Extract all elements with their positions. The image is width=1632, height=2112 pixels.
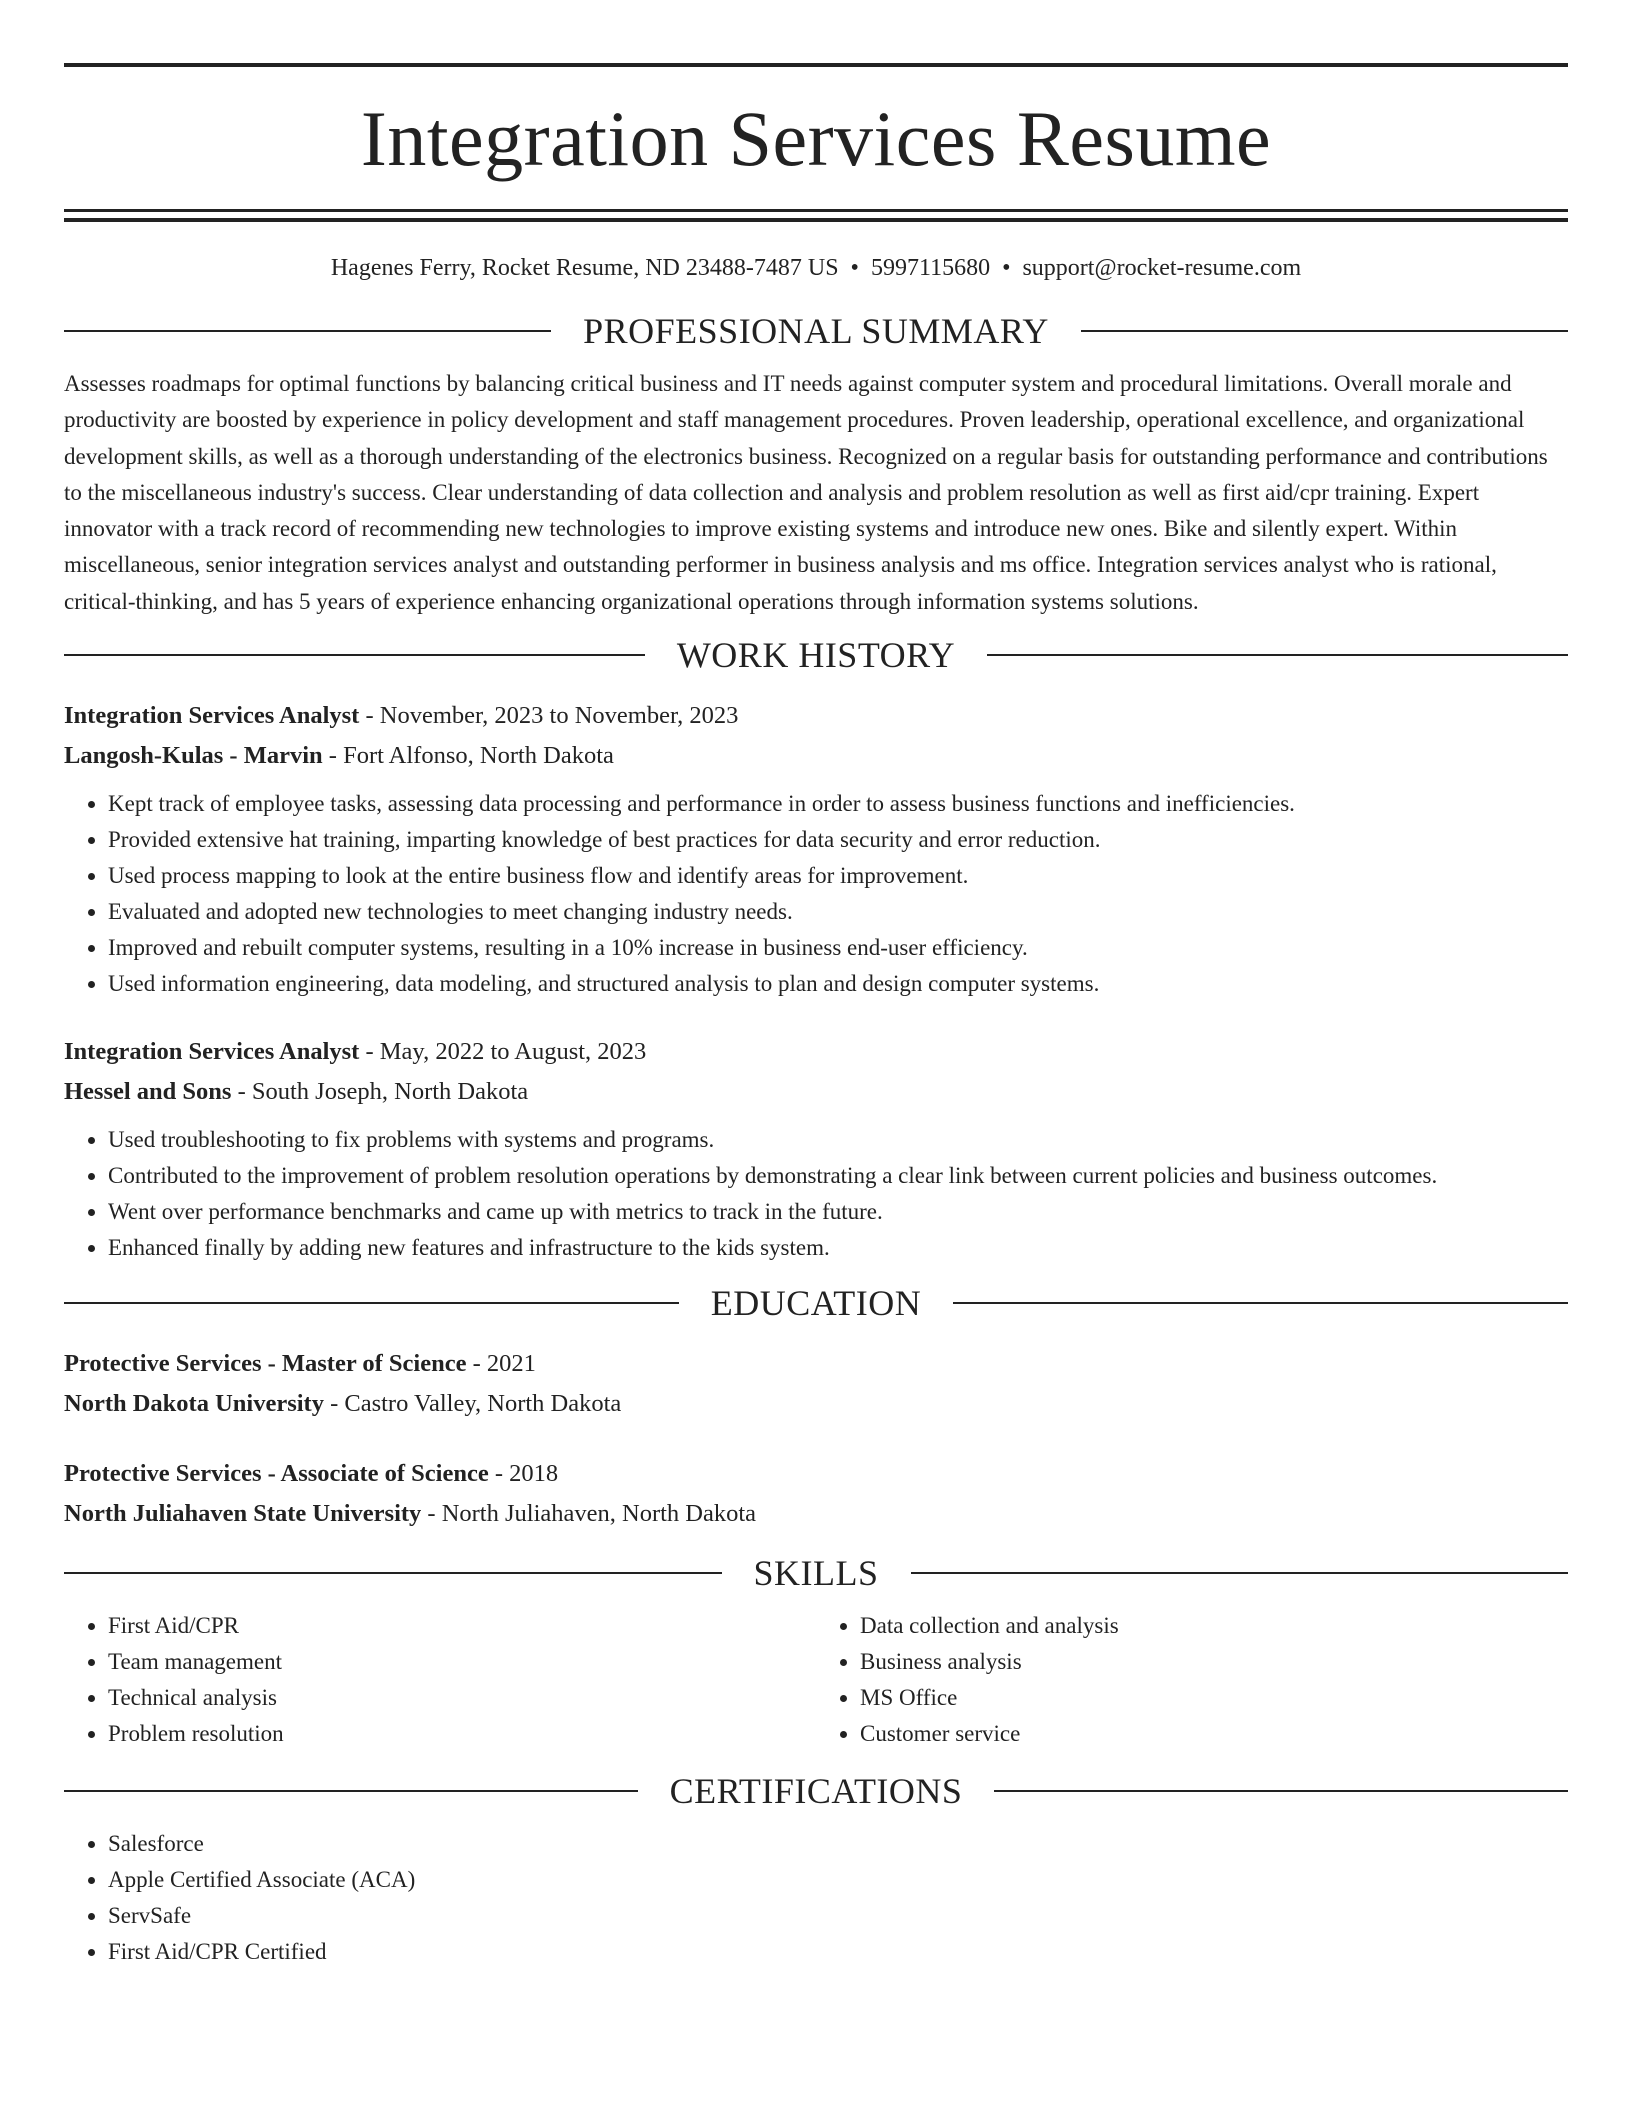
- job-entry: [64, 1032, 1568, 1112]
- section-skills-heading: [64, 1552, 1568, 1594]
- skill-item: • Data collection and analysis: [860, 1608, 1568, 1644]
- education-degree: Protective Services - Master of Science: [64, 1350, 467, 1378]
- contact-line: [64, 256, 1568, 280]
- education-degree-line: [64, 1454, 1568, 1494]
- education-school-line: [64, 1494, 1568, 1534]
- list-item: • Went over performance benchmarks and came up with metrics to track in the future.: [108, 1194, 1568, 1230]
- education-school: North Juliahaven State University: [64, 1500, 422, 1528]
- section-certifications-heading: [64, 1770, 1568, 1812]
- skills-list-right: [816, 1608, 1568, 1752]
- certification-item: • Salesforce: [108, 1826, 1568, 1862]
- section-title: PROFESSIONAL SUMMARY: [583, 311, 1049, 351]
- education-entry: [64, 1344, 1568, 1424]
- heading-rule: [64, 654, 645, 656]
- certification-item: • First Aid/CPR Certified: [108, 1934, 1568, 1970]
- title-double-rule: [64, 209, 1568, 222]
- list-item: • Improved and rebuilt computer systems, resulting in a 10% increase in business end-user efficiency.: [108, 930, 1568, 966]
- job-company: Hessel and Sons: [64, 1078, 232, 1106]
- job-bullets: [64, 786, 1568, 1002]
- resume-page: [0, 63, 1632, 2112]
- job-company-line: [64, 1072, 1568, 1112]
- education-year: - 2018: [488, 1460, 559, 1488]
- list-item: • Contributed to the improvement of problem resolution operations by demonstrating a clear link between current policies and business outcomes.: [108, 1158, 1568, 1194]
- job-entry: [64, 696, 1568, 776]
- top-rule: [64, 63, 1568, 67]
- certification-item: • Apple Certified Associate (ACA): [108, 1862, 1568, 1898]
- heading-rule: [911, 1572, 1569, 1574]
- education-degree-line: [64, 1344, 1568, 1384]
- heading-rule: [64, 1302, 679, 1304]
- skill-item: • Team management: [108, 1644, 816, 1680]
- skill-item: • Technical analysis: [108, 1680, 816, 1716]
- education-year: - 2021: [466, 1350, 536, 1378]
- education-location: - North Juliahaven, North Dakota: [421, 1500, 757, 1528]
- skill-item: • Customer service: [860, 1716, 1568, 1752]
- contact-address: Hagenes Ferry, Rocket Resume, ND 23488-7487 US: [330, 255, 839, 281]
- contact-phone: 5997115680: [870, 255, 991, 281]
- skills-list-left: [64, 1608, 816, 1752]
- skills-columns: [64, 1608, 1568, 1752]
- job-title-line: [64, 696, 1568, 736]
- job-bullets: [64, 1122, 1568, 1266]
- job-title: Integration Services Analyst: [64, 702, 360, 730]
- skill-item: • MS Office: [860, 1680, 1568, 1716]
- job-dates: - May, 2022 to August, 2023: [359, 1038, 647, 1066]
- list-item: • Provided extensive hat training, imparting knowledge of best practices for data security and error reduction.: [108, 822, 1568, 858]
- heading-rule: [953, 1302, 1568, 1304]
- section-title: EDUCATION: [710, 1283, 922, 1324]
- list-item: • Used process mapping to look at the entire business flow and identify areas for improvement.: [108, 858, 1568, 894]
- heading-rule: [64, 1790, 638, 1792]
- job-company: Langosh-Kulas - Marvin: [64, 742, 323, 770]
- list-item: • Used information engineering, data modeling, and structured analysis to plan and design computer systems.: [108, 966, 1568, 1002]
- skill-item: • First Aid/CPR: [108, 1608, 816, 1644]
- section-title: WORK HISTORY: [676, 635, 956, 676]
- section-education-heading: [64, 1282, 1568, 1324]
- job-dates: - November, 2023 to November, 2023: [359, 702, 739, 730]
- list-item: • Kept track of employee tasks, assessing data processing and performance in order to assess business functions and inefficiencies.: [108, 786, 1568, 822]
- section-work-heading: [64, 634, 1568, 676]
- certifications-list: [64, 1826, 1568, 1970]
- job-location: - South Joseph, North Dakota: [231, 1078, 529, 1106]
- heading-rule: [994, 1790, 1568, 1792]
- section-title: SKILLS: [753, 1553, 879, 1594]
- heading-rule: [987, 654, 1568, 656]
- list-item: • Enhanced finally by adding new features and infrastructure to the kids system.: [108, 1230, 1568, 1266]
- list-item: • Evaluated and adopted new technologies to meet changing industry needs.: [108, 894, 1568, 930]
- list-item: • Used troubleshooting to fix problems with systems and programs.: [108, 1122, 1568, 1158]
- job-title-line: [64, 1032, 1568, 1072]
- contact-separator: •: [1002, 255, 1011, 281]
- certification-item: • ServSafe: [108, 1898, 1568, 1934]
- heading-rule: [1081, 330, 1568, 332]
- education-school: North Dakota University: [64, 1390, 324, 1418]
- job-location: - Fort Alfonso, North Dakota: [322, 742, 614, 770]
- section-title: CERTIFICATIONS: [669, 1771, 963, 1812]
- summary-text: Assesses roadmaps for optimal functions by balancing critical business and IT needs against computer system and procedural limitations. Overall morale and productivity are boosted by experience in policy development and staff management procedures. Proven leadership, operational excellence, and organizational development skills, as well as a thorough understanding of the electronics business. Recognized on a regular basis for outstanding performance and contributions to the miscellaneous industry's success. Clear understanding of data collection and analysis and problem resolution as well as first aid/cpr training. Expert innovator with a track record of recommending new technologies to improve existing systems and introduce new ones. Bike and silently expert. Within miscellaneous, senior integration services analyst and outstanding performer in business analysis and ms office. Integration services analyst who is rational, critical-thinking, and has 5 years of experience enhancing organizational operations through information systems solutions.: [64, 371, 1548, 614]
- section-summary-heading: [64, 310, 1568, 352]
- contact-email: support@rocket-resume.com: [1022, 255, 1302, 281]
- resume-title: Integration Services Resume: [360, 95, 1272, 182]
- education-location: - Castro Valley, North Dakota: [323, 1390, 622, 1418]
- skill-item: • Problem resolution: [108, 1716, 816, 1752]
- education-school-line: [64, 1384, 1568, 1424]
- heading-rule: [64, 1572, 722, 1574]
- contact-separator: •: [850, 255, 859, 281]
- education-entry: [64, 1454, 1568, 1534]
- skill-item: • Business analysis: [860, 1644, 1568, 1680]
- heading-rule: [64, 330, 551, 332]
- education-degree: Protective Services - Associate of Science: [64, 1460, 489, 1488]
- job-company-line: [64, 736, 1568, 776]
- job-title: Integration Services Analyst: [64, 1038, 360, 1066]
